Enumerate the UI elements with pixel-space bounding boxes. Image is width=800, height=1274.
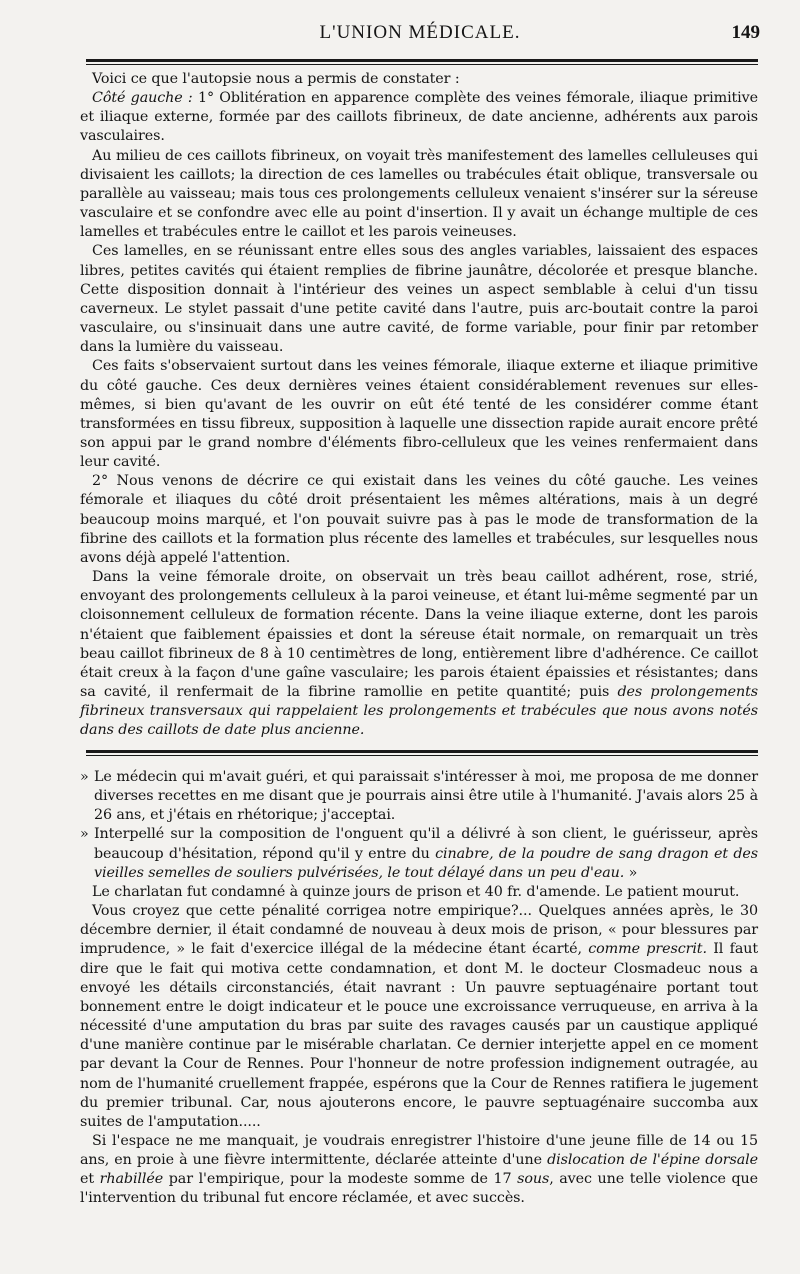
- section-rule-thick: [86, 750, 758, 753]
- jeune-fille-italic-2: rhabillée: [99, 1171, 164, 1188]
- header-rule-thin: [86, 64, 758, 65]
- quote-remedies-text: Le médecin qui m'avait guéri, et qui paraissait s'intéresser à moi, me proposa de me donner diverses recettes en me disant que je pourrais ainsi être utile à l'humanité. J'avais alors 25 à 26 ans, et j'étais en rhétorique; j'acceptai.: [94, 769, 758, 824]
- paragraph-veins-left: Ces faits s'observaient surtout dans les veines fémorale, iliaque externe et iliaque primitive du côté gauche. Ces deux dernières veines étaient considérablement revenues sur elles-mêmes, si bien qu'avant de les ouvrir on eût été tenté de les considérer comme étant transformées en tissu fibreux, supposition à laquelle une dissection rapide aurait encore prêté son appui par le grand nombre d'éléments fibro-celluleux que les veines renfermaient dans leur cavité.: [80, 358, 758, 471]
- paragraph-jeune-fille: [80, 1132, 758, 1209]
- paragraph-veins-right: 2° Nous venons de décrire ce qui existait dans les veines du côté gauche. Les veines fémorale et iliaques du côté droit présentaient les mêmes altérations, mais à un degré beaucoup moins marqué, et l'on pouvait suivre pas à pas le mode de transformation de la fibrine des caillots et la formation plus récente des lamelles et trabécules, sur lesquelles nous avons déjà appelé l'attention.: [80, 473, 758, 566]
- jeune-fille-text-c: par l'empirique, pour la modeste somme de 17: [163, 1171, 518, 1188]
- femoral-right-text: Dans la veine fémorale droite, on observait un très beau caillot adhérent, rose, strié, envoyant des prolongements celluleux à la paroi veineuse, et étant lui-même segmenté par un cloisonnement celluleux de formation récente. Dans la veine iliaque externe, dont les parois n'étaient que faiblement épaissies et dont la séreuse était normale, on remarquait un très beau caillot fibrineux de 8 à 10 centimètres de long, entièrement libre d'adhérence. Ce caillot était creux à la façon d'une gaîne vasculaire; les parois étaient épaissies et résistantes; dans sa cavité, il renfermait de la fibrine ramollie en petite quantité; puis: [80, 569, 758, 700]
- page-number: 149: [731, 22, 760, 43]
- jeune-fille-text-b: et: [80, 1171, 100, 1188]
- quote-paragraph-remedies: » Le médecin qui m'avait guéri, et qui paraissait s'intéresser à moi, me proposa de me donner diverses recettes en me disant que je pourrais ainsi être utile à l'humanité. J'avais alors 25 à 26 ans, et j'étais en rhétorique; j'acceptai.: [80, 769, 758, 824]
- jeune-fille-text-a: Si l'espace ne me manquait, je voudrais enregistrer l'histoire d'une jeune fille de 14 ou 15 ans, en proie à une fièvre intermittente, déclarée atteinte d'une: [80, 1132, 758, 1169]
- page-header: [80, 20, 760, 50]
- jeune-fille-italic-1: dislocation de l'épine dorsale: [547, 1152, 758, 1169]
- paragraph-femoral-right: [80, 568, 758, 740]
- jeune-fille-text-d: , avec une telle violence que l'intervention du tribunal fut encore réclamée, et avec succès.: [80, 1171, 758, 1207]
- header-rule-thick: [86, 59, 758, 62]
- section-rule-thin: [86, 755, 758, 756]
- feuilleton-section: [80, 768, 758, 1209]
- quote-paragraph-ointment: » Interpellé sur la composition de l'onguent qu'il a délivré à son client, le guérisseur, après beaucoup d'hésitation, répond qu'il y entre du cinabre, de la poudre de sang dragon et des vieilles semelles de souliers pulvérisées, le tout délayé dans un peu d'eau. »: [80, 826, 758, 881]
- femoral-right-italic: des prolongements fibrineux transversaux qui rappelaient les prolongements et trabécules que nous avons notés dans des caillots de date plus ancienne.: [80, 684, 758, 739]
- paragraph-empirique: [80, 902, 758, 1132]
- paragraph-condamne: Le charlatan fut condamné à quinze jours de prison et 40 fr. d'amende. Le patient mourut.: [92, 883, 740, 900]
- quote-ointment-italic: cinabre, de la poudre de sang dragon et des vieilles semelles de souliers pulvérisées, le tout délayé dans un peu d'eau.: [94, 845, 758, 881]
- left-side-text: 1° Oblitération en apparence complète des veines fémorale, iliaque primitive et iliaque externe, formée par des caillots fibrineux, de date ancienne, adhérents aux parois vasculaires.: [80, 90, 758, 145]
- empirique-italic: comme prescrit.: [588, 941, 707, 958]
- quote-ointment-text: Interpellé sur la composition de l'onguent qu'il a délivré à son client, le guérisseur, après beaucoup d'hésitation, répond qu'il y entre du: [94, 826, 758, 862]
- paragraph-intro: Voici ce que l'autopsie nous a permis de constater :: [92, 71, 460, 87]
- paragraph-left-side: [80, 89, 758, 146]
- quote-ointment-end: »: [624, 864, 638, 881]
- running-title: L'UNION MÉDICALE.: [319, 22, 521, 43]
- paragraph-lamelles: Au milieu de ces caillots fibrineux, on voyait très manifestement des lamelles celluleuses qui divisaient les caillots; la direction de ces lamelles ou trabécules était oblique, transversale ou parallèle au vaisseau; mais tous ces prolongements celluleux venaient s'insérer sur la séreuse vasculaire et se confondre avec elle au point d'insertion. Il y avait un échange multiple de ces lamelles et trabécules entre le caillot et les parois veineuses.: [80, 147, 758, 241]
- autopsy-report-section: [80, 70, 758, 740]
- left-side-label: Côté gauche :: [92, 90, 193, 107]
- paragraph-cavities: Ces lamelles, en se réunissant entre elles sous des angles variables, laissaient des espaces libres, petites cavités qui étaient remplies de fibrine jaunâtre, décolorée et presque blanche. Cette disposition donnait à l'intérieur des veines un aspect semblable à celui d'un tissu caverneux. Le stylet passait d'une petite cavité dans l'autre, puis arc-boutait contre la paroi vasculaire, ou s'insinuait dans une autre cavité, de forme variable, pour finir par retomber dans la lumière du vaisseau.: [80, 243, 758, 356]
- empirique-text-b: Il faut dire que le fait qui motiva cette condamnation, et dont M. le docteur Closmadeuc nous a envoyé les détails circonstanciés, était navrant : Un pauvre septuagénaire portant tout bonnement entre le doigt indicateur et le pouce une excroissance verruqueuse, en arriva à la nécessité d'une amputation du bras par suite des ravages causés par un caustique appliqué d'une manière continue par le misérable charlatan. Ce dernier interjette appel en ce moment par devant la Cour de Rennes. Pour l'honneur de notre profession indignement outragée, au nom de l'humanité cruellement frappée, espérons que la Cour de Rennes ratifiera le jugement du premier tribunal. Car, nous ajouterons encore, le pauvre septuagénaire succomba aux suites de l'amputation.....: [80, 941, 758, 1130]
- empirique-text-a: Vous croyez que cette pénalité corrigea notre empirique?... Quelques années après, le 30 décembre dernier, il était condamné de nouveau à deux mois de prison, « pour blessures par imprudence, » le fait d'exercice illégal de la médecine étant écarté,: [80, 903, 758, 958]
- jeune-fille-italic-3: sous: [517, 1171, 550, 1188]
